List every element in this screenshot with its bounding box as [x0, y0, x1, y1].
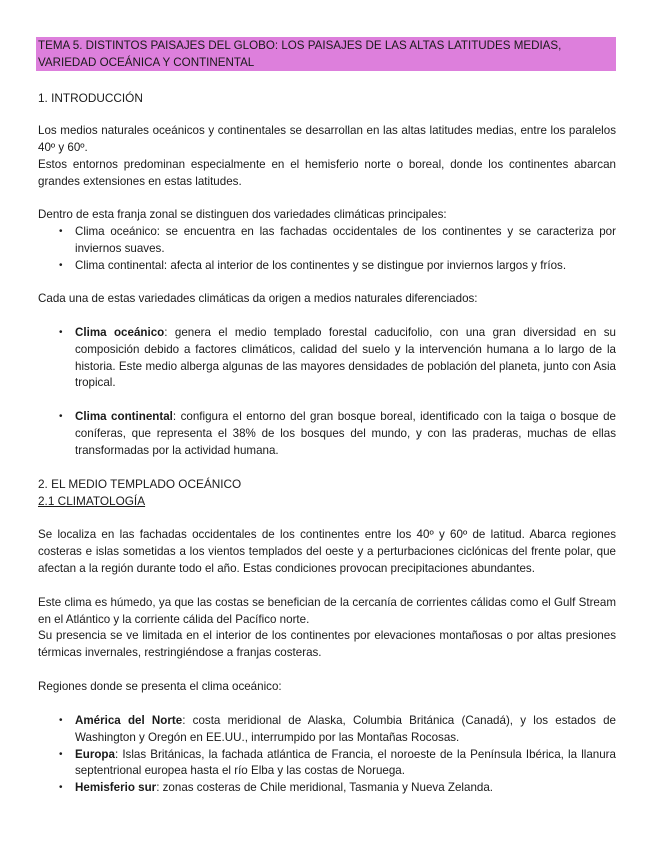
intro-paragraph-1: Los medios naturales oceánicos y continentales se desarrollan en las altas latitudes medias, entre los paralelos 40º y 60º. — [38, 124, 616, 154]
list-item-term: Hemisferio sur — [75, 781, 157, 795]
list-item — [38, 409, 616, 459]
intro-paragraph-3: Dentro de esta franja zonal se distinguen dos variedades climáticas principales: — [38, 208, 447, 221]
bullet-icon: • — [59, 226, 63, 237]
bullet-icon: • — [59, 748, 63, 760]
natural-media-list-continued — [38, 409, 616, 459]
climate-paragraph-4: Regiones donde se presenta el clima oceánico: — [38, 680, 282, 693]
bullet-icon: • — [59, 259, 63, 271]
climate-paragraph-2: Este clima es húmedo, ya que las costas se benefician de la cercanía de corrientes cálidas como el Gulf Stream en el Atlántico y la corriente cálida del Pacífico norte. — [38, 596, 616, 626]
document-title: TEMA 5. DISTINTOS PAISAJES DEL GLOBO: LOS PAISAJES DE LAS ALTAS LATITUDES MEDIAS, VARIEDAD OCEÁNICA Y CONTINENTAL — [36, 37, 616, 71]
climate-variety-list — [38, 224, 616, 274]
list-item — [38, 224, 616, 258]
bullet-icon: • — [59, 327, 63, 338]
list-item-term: Clima oceánico — [75, 326, 165, 339]
bullet-icon: • — [59, 411, 63, 422]
list-item-text: : configura el entorno del gran bosque boreal, identificado con la taiga o bosque de coníferas, que representa el 38% de los bosques del mundo, y con las praderas, muchas de ellas transformadas por la actividad humana. — [75, 410, 616, 457]
section-heading-introduccion: 1. INTRODUCCIÓN — [38, 91, 143, 105]
list-item-term: América del Norte — [75, 714, 183, 727]
oceanic-regions-list — [38, 713, 616, 797]
section-heading-medio-templado: 2. EL MEDIO TEMPLADO OCEÁNICO — [38, 477, 242, 491]
intro-paragraph-4: Cada una de estas variedades climáticas da origen a medios naturales diferenciados: — [38, 292, 478, 305]
climate-paragraph-1: Se localiza en las fachadas occidentales de los continentes entre los 40º y 60º de latitud. Abarca regiones costeras e islas sometidas a los vientos templados del oeste y a perturbaciones ciclónicas del frente polar, que afectan a la región durante todo el año. Estas condiciones provocan precipitaciones abundantes. — [38, 528, 616, 575]
bullet-icon: • — [59, 782, 63, 794]
list-item — [38, 747, 616, 781]
natural-media-list — [38, 325, 616, 392]
list-item-text: : costa meridional de Alaska, Columbia Británica (Canadá), y los estados de Washington y Oregón en EE.UU., interrumpido por las Montañas Rocosas. — [75, 714, 616, 744]
bullet-icon: • — [59, 715, 63, 726]
list-item-term: Clima continental — [75, 410, 173, 423]
list-item-text: Clima continental: afecta al interior de los continentes y se distingue por inviernos largos y fríos. — [75, 258, 567, 272]
list-item — [38, 780, 616, 797]
list-item-term: Europa — [75, 747, 115, 761]
intro-paragraph-2: Estos entornos predominan especialmente en el hemisferio norte o boreal, donde los continentes abarcan grandes extensiones en estas latitudes. — [38, 158, 616, 188]
list-item-text: : Islas Británicas, la fachada atlántica de Francia, el noroeste de la Península Ibérica, la llanura septentrional europea hasta el río Elba y las costas de Noruega. — [75, 747, 616, 778]
subsection-heading-climatologia — [38, 493, 145, 510]
list-item — [38, 713, 616, 747]
list-item — [38, 325, 616, 392]
subsection-heading-text: 2.1 CLIMATOLOGÍA — [38, 494, 146, 508]
climate-paragraph-3: Su presencia se ve limitada en el interior de los continentes por elevaciones montañosas o por altas presiones térmicas invernales, restringiéndose a franjas costeras. — [38, 629, 616, 659]
list-item-text: : zonas costeras de Chile meridional, Tasmania y Nueva Zelanda. — [156, 781, 494, 795]
list-item-text: : genera el medio templado forestal caducifolio, con una gran diversidad en su composición debido a factores climáticos, calidad del suelo y la intervención humana a lo largo de la historia. Este medio alberga algunas de las mayores densidades de población del planeta, junto con Asia tropical. — [75, 326, 616, 390]
list-item-text: Clima oceánico: se encuentra en las fachadas occidentales de los continentes y se caracteriza por inviernos suaves. — [75, 225, 616, 255]
list-item — [38, 258, 616, 275]
